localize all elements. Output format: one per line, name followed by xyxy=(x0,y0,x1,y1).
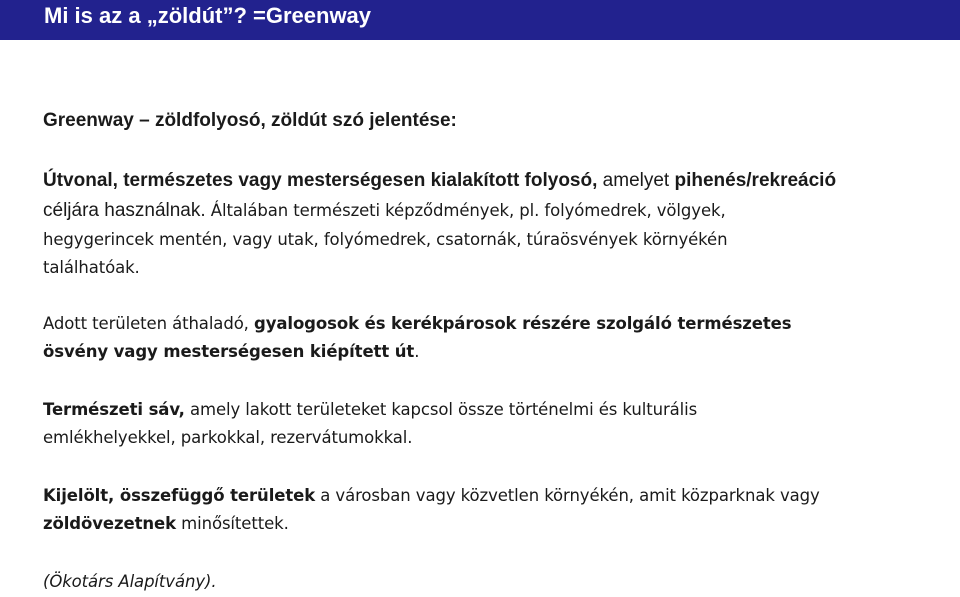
paragraph-designated-area xyxy=(43,482,820,538)
recreation-term: pihenés/rekreáció xyxy=(674,170,837,191)
source-citation: (Ökotárs Alapítvány). xyxy=(43,572,217,591)
designated-area-term: Kijelölt, összefüggő területek xyxy=(43,486,316,505)
title-bar xyxy=(0,0,960,40)
designated-area-text: a városban vagy közvetlen környékén, amit közparknak vagy xyxy=(315,486,820,505)
path-end: . xyxy=(414,342,420,361)
natural-strip-term: Természeti sáv, xyxy=(43,400,185,419)
purpose-text: céljára használnak. xyxy=(43,200,206,221)
examples-text-1: Általában természeti képződmények, pl. folyómedrek, völgyek, xyxy=(205,201,726,220)
natural-strip-text-2: emlékhelyekkel, parkokkal, rezervátumokkal. xyxy=(43,428,413,447)
route-definition-text: amelyet xyxy=(597,170,675,191)
paragraph-path xyxy=(43,310,792,366)
definition-heading: Greenway – zöldfolyosó, zöldút szó jelentése: xyxy=(43,110,457,131)
natural-strip-text: amely lakott területeket kapcsol össze történelmi és kulturális xyxy=(184,400,698,419)
greenbelt-term: zöldövezetnek xyxy=(43,514,176,533)
examples-text-3: találhatóak. xyxy=(43,258,140,277)
route-definition-bold: Útvonal, természetes vagy mesterségesen kialakított folyosó, xyxy=(43,170,598,191)
path-definition-bold: gyalogosok és kerékpárosok részére szolgáló természetes xyxy=(253,314,792,333)
slide-title: Mi is az a „zöldút”? =Greenway xyxy=(44,3,372,28)
paragraph-route xyxy=(43,166,836,282)
path-definition-bold-2: ösvény vagy mesterségesen kiépített út xyxy=(43,342,415,361)
examples-text-2: hegygerincek mentén, vagy utak, folyómedrek, csatornák, túraösvények környékén xyxy=(43,230,728,249)
paragraph-natural-strip xyxy=(43,396,697,452)
path-intro: Adott területen áthaladó, xyxy=(43,314,254,333)
designated-area-end: minősítettek. xyxy=(175,514,289,533)
